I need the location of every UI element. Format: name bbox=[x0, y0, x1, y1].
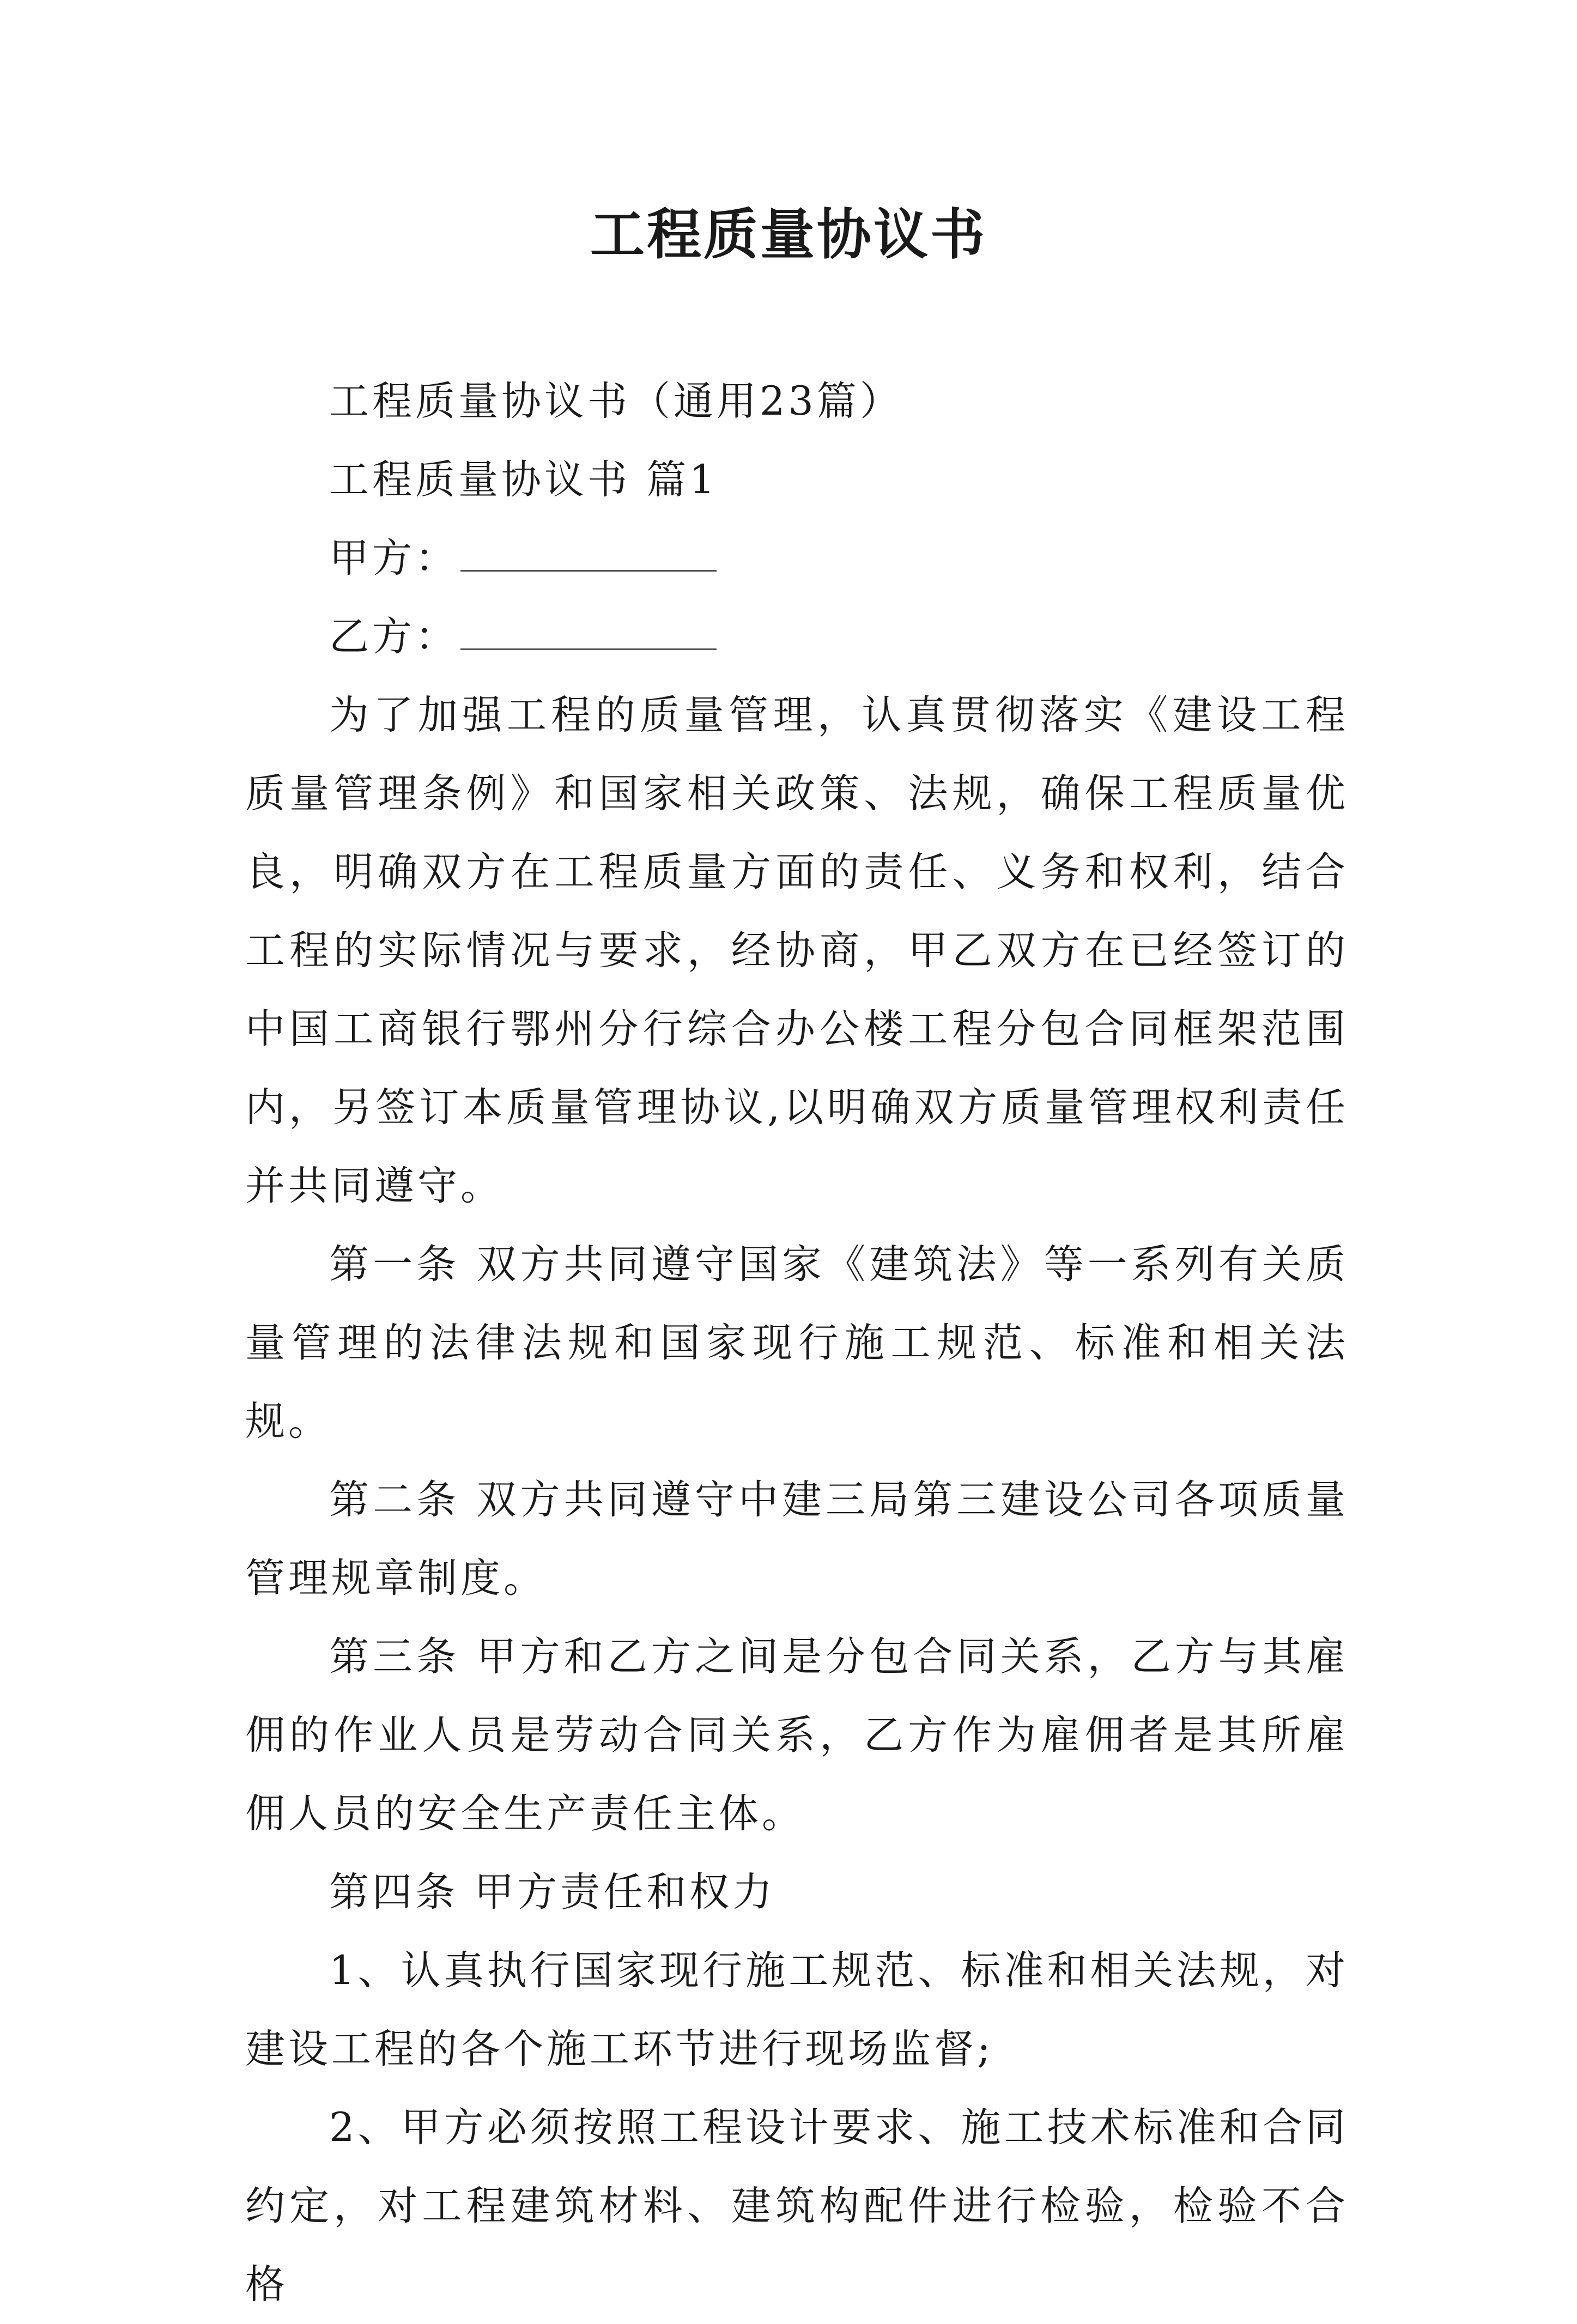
article-2-paragraph: 第二条 双方共同遵守中建三局第三建设公司各项质量管理规章制度。 bbox=[245, 1477, 1349, 1601]
party-b-line bbox=[245, 598, 1349, 676]
party-b-blank bbox=[460, 616, 717, 650]
party-b-label: 乙方： bbox=[329, 614, 458, 660]
clause-2-paragraph: 2、甲方必须按照工程设计要求、施工技术标准和合同约定，对工程建筑材料、建筑构配件进行检验，检验不合格 bbox=[245, 2104, 1349, 2308]
article-1-paragraph: 第一条 双方共同遵守国家《建筑法》等一系列有关质量管理的法律法规和国家现行施工规范、标准和相关法规。 bbox=[245, 1241, 1349, 1445]
article-4-heading: 第四条 甲方责任和权力 bbox=[329, 1869, 776, 1915]
intro-paragraph: 为了加强工程的质量管理，认真贯彻落实《建设工程质量管理条例》和国家相关政策、法规，确保工程质量优良，明确双方在工程质量方面的责任、义务和权利，结合工程的实际情况与要求，经协商，甲乙双方在已经签订的中国工商银行鄂州分行综合办公楼工程分包合同框架范围内，另签订本质量管理协议,以明确双方质量管理权利责任并共同遵守。 bbox=[245, 692, 1349, 1209]
party-a-line bbox=[245, 519, 1349, 598]
party-a-label: 甲方： bbox=[329, 535, 458, 581]
article-3-paragraph: 第三条 甲方和乙方之间是分包合同关系，乙方与其雇佣的作业人员是劳动合同关系，乙方作为雇佣者是其所雇佣人员的安全生产责任主体。 bbox=[245, 1634, 1349, 1837]
clause-1-paragraph: 1、认真执行国家现行施工规范、标准和相关法规，对建设工程的各个施工环节进行现场监督; bbox=[245, 1947, 1349, 2072]
document-body bbox=[245, 362, 1349, 2324]
section-heading: 工程质量协议书 篇1 bbox=[329, 457, 718, 503]
document-subtitle: 工程质量协议书（通用23篇） bbox=[329, 378, 903, 424]
document-title: 工程质量协议书 bbox=[590, 202, 987, 266]
party-a-blank bbox=[460, 537, 717, 572]
